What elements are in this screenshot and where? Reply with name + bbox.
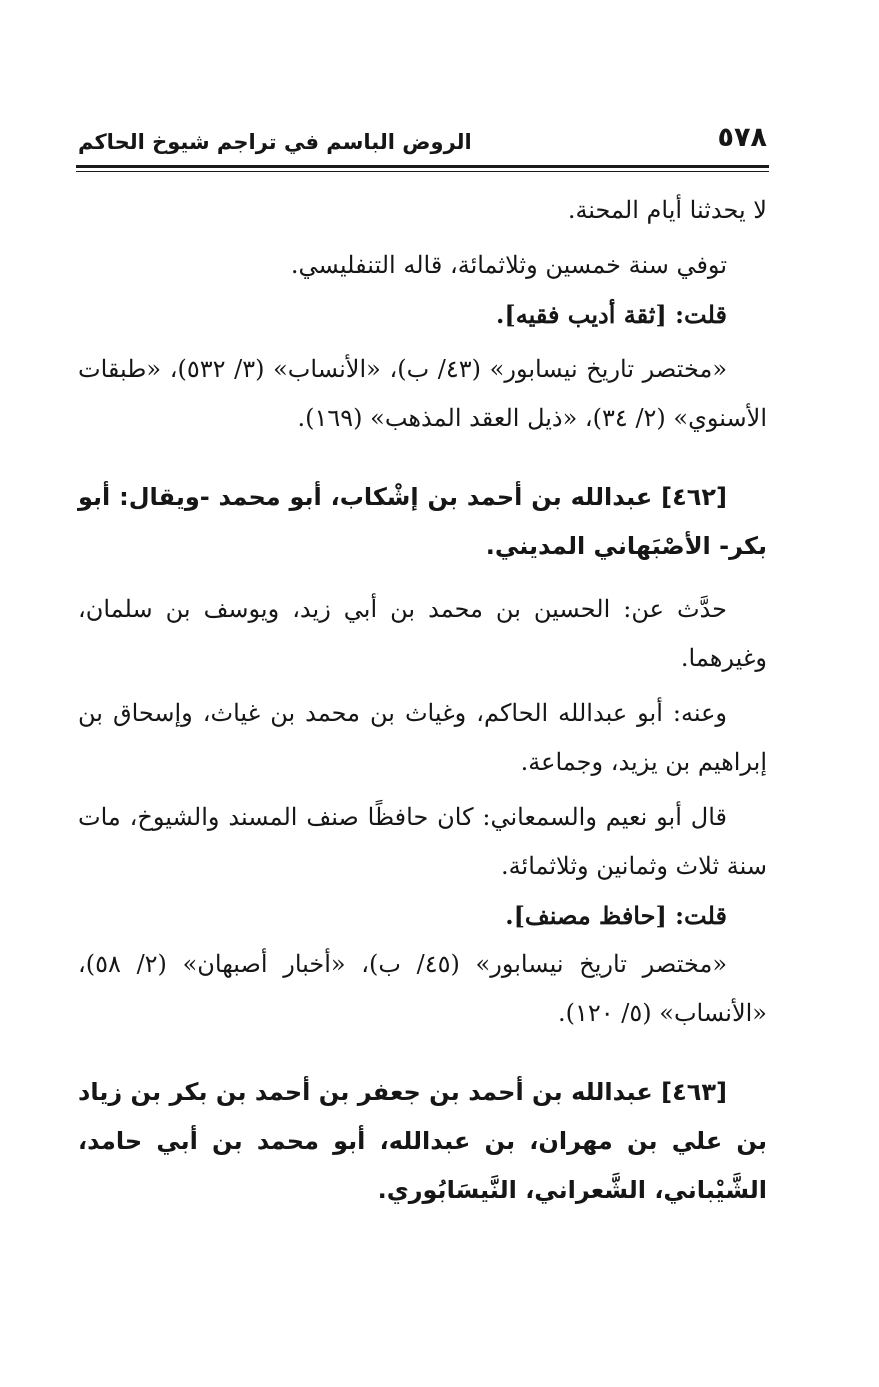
sources-paragraph: «مختصر تاريخ نيسابور» (٤٣/ ب)، «الأنساب» (٣/ ٥٣٢)، «طبقات الأسنوي» (٢/ ٣٤)، «ذيل العقد المذهب» (١٦٩). — [78, 355, 767, 432]
header-rule-thin — [76, 171, 769, 172]
text-paragraph: حدَّث عن: الحسين بن محمد بن أبي زيد، ويوسف بن سلمان، وغيرهما. — [78, 595, 767, 672]
page-number: ٥٧٨ — [717, 122, 767, 153]
page-body — [78, 186, 767, 1215]
sources-paragraph: «مختصر تاريخ نيسابور» (٤٥/ ب)، «أخبار أصبهان» (٢/ ٥٨)، «الأنساب» (٥/ ١٢٠). — [78, 950, 767, 1027]
text-paragraph: لا يحدثنا أيام المحنة. — [567, 196, 767, 224]
header-rule-thick — [76, 165, 769, 168]
text-paragraph: قال أبو نعيم والسمعاني: كان حافظًا صنف المسند والشيوخ، مات سنة ثلاث وثمانين وثلاثمائة. — [78, 803, 767, 880]
book-title: الروض الباسم في تراجم شيوخ الحاكم — [78, 130, 472, 154]
text-paragraph: توفي سنة خمسين وثلاثمائة، قاله التنفليسي. — [290, 251, 727, 279]
running-header — [78, 118, 767, 160]
entry-heading-463: [٤٦٣] عبدالله بن أحمد بن جعفر بن أحمد بن بكر بن زياد بن علي بن مهران، بن عبدالله، أبو محمد بن أبي حامد، الشَّيْباني، الشَّعراني، النَّيسَابُوري. — [78, 1078, 767, 1204]
verdict-paragraph: قلت: [حافظ مصنف]. — [505, 901, 727, 930]
text-paragraph: وعنه: أبو عبدالله الحاكم، وغياث بن محمد بن غياث، وإسحاق بن إبراهيم بن يزيد، وجماعة. — [78, 699, 767, 776]
entry-heading-462: [٤٦٢] عبدالله بن أحمد بن إشْكاب، أبو محمد -ويقال: أبو بكر- الأصْبَهاني المديني. — [78, 483, 767, 560]
verdict-paragraph: قلت: [ثقة أديب فقيه]. — [496, 300, 727, 329]
